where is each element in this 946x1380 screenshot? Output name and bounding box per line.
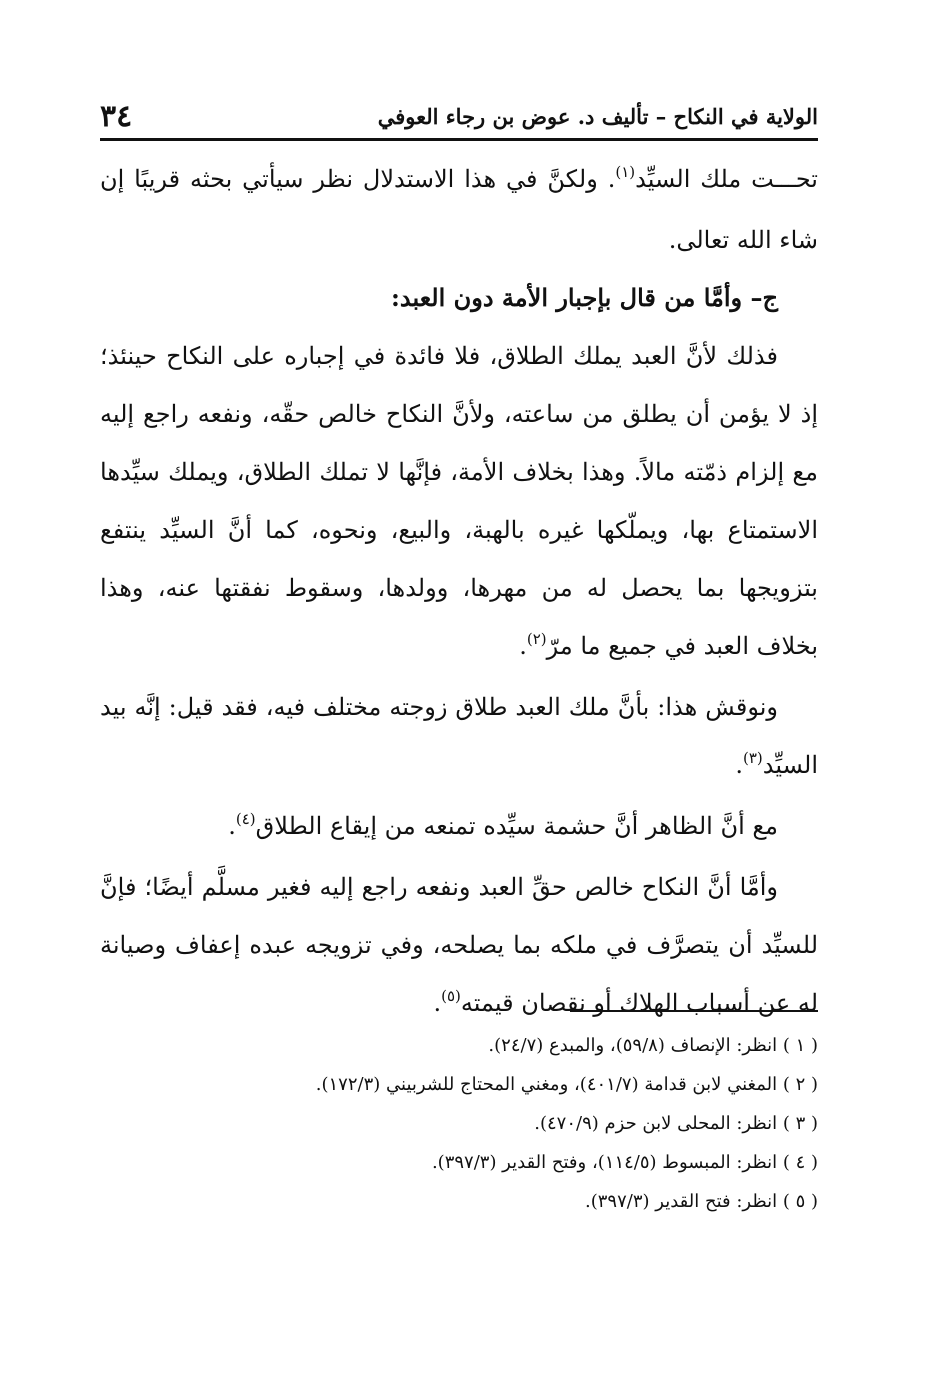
paragraph-text: فذلك لأنَّ العبد يملك الطلاق، فلا فائدة في إجباره على النكاح حينئذ؛ إذ لا يؤمن أن يطلق من ساعته، ولأنَّ النكاح خالص حقّه، ونفعه راجع إليه مع إلزام ذمّته مالاً. وهذا بخلاف الأمة، فإنَّها لا تملك الطلاق، ويملك سيِّدها الاستمتاع بها، ويملّكها غيره بالهبة، والبيع، ونحوه، كما أنَّ السيِّد ينتفع بتزويجها بما يحصل له من مهرها، وولدها، وسقوط نفقتها عنه، وهذا بخلاف العبد في جميع ما مرّ [100,342,818,660]
footnote: ( ٢ ) المغني لابن قدامة (٤٠١/٧)، ومغني المحتاج للشربيني (١٧٢/٣). [315,1074,818,1095]
paragraph [100,150,818,269]
footnote: ( ١ ) انظر: الإنصاف (٥٩/٨)، والمبدع (٢٤/٧). [488,1035,818,1056]
paragraph-text: مع أنَّ الظاهر أنَّ حشمة سيِّده تمنعه من إيقاع الطلاق [255,812,778,840]
paragraph [100,678,818,797]
paragraph [100,797,818,858]
paragraph-text: تحـــت ملك السيِّد [635,165,818,193]
footnote: ( ٣ ) انظر: المحلى لابن حزم (٤٧٠/٩). [534,1113,818,1134]
main-text [100,150,818,1035]
paragraph-text: . [735,751,743,779]
header-divider [100,138,818,141]
footnote-reference: (٢) [526,630,547,648]
paragraph-text: . ولكنَّ في هذا الاستدلال نظر سيأتي بحثه قريبًا إن شاء الله تعالى. [100,165,818,254]
footnote: ( ٤ ) انظر: المبسوط (١١٤/٥)، وفتح القدير (٣٩٧/٣). [431,1152,818,1173]
paragraph [100,858,818,1035]
page-header [100,94,818,134]
paragraph-text: . [228,812,236,840]
running-title: الولاية في النكاح – تأليف د. عوض بن رجاء العوفي [377,104,818,129]
paragraph-text: . [519,632,527,660]
page-number: ٣٤ [100,99,133,134]
footnotes [100,1026,818,1221]
paragraph-text: . [433,989,442,1017]
footnote-reference: (١) [615,163,636,181]
paragraph-text: ونوقش هذا: بأنَّ ملك العبد طلاق زوجته مختلف فيه، فقد قيل: إنَّه بيد السيِّد [100,693,818,779]
section-heading: ج– وأمَّا من قال بإجبار الأمة دون العبد: [391,283,778,312]
footnote-reference: (٥) [441,987,461,1005]
footnote-divider [570,1010,818,1012]
paragraph [100,327,818,678]
footnote: ( ٥ ) انظر: فتح القدير (٣٩٧/٣). [585,1191,818,1212]
footnote-reference: (٣) [742,749,763,767]
footnote-reference: (٤) [235,810,256,828]
paragraph-text: وأمَّا أنَّ النكاح خالص حقِّ العبد ونفعه راجع إليه فغير مسلَّم أيضًا؛ فإنَّ للسيِّد أن يتصرَّف في ملكه بما يصلحه، وفي تزويجه عبده إعفاف وصيانة له عن أسباب الهلاك أو نقصان قيمته [100,873,819,1017]
